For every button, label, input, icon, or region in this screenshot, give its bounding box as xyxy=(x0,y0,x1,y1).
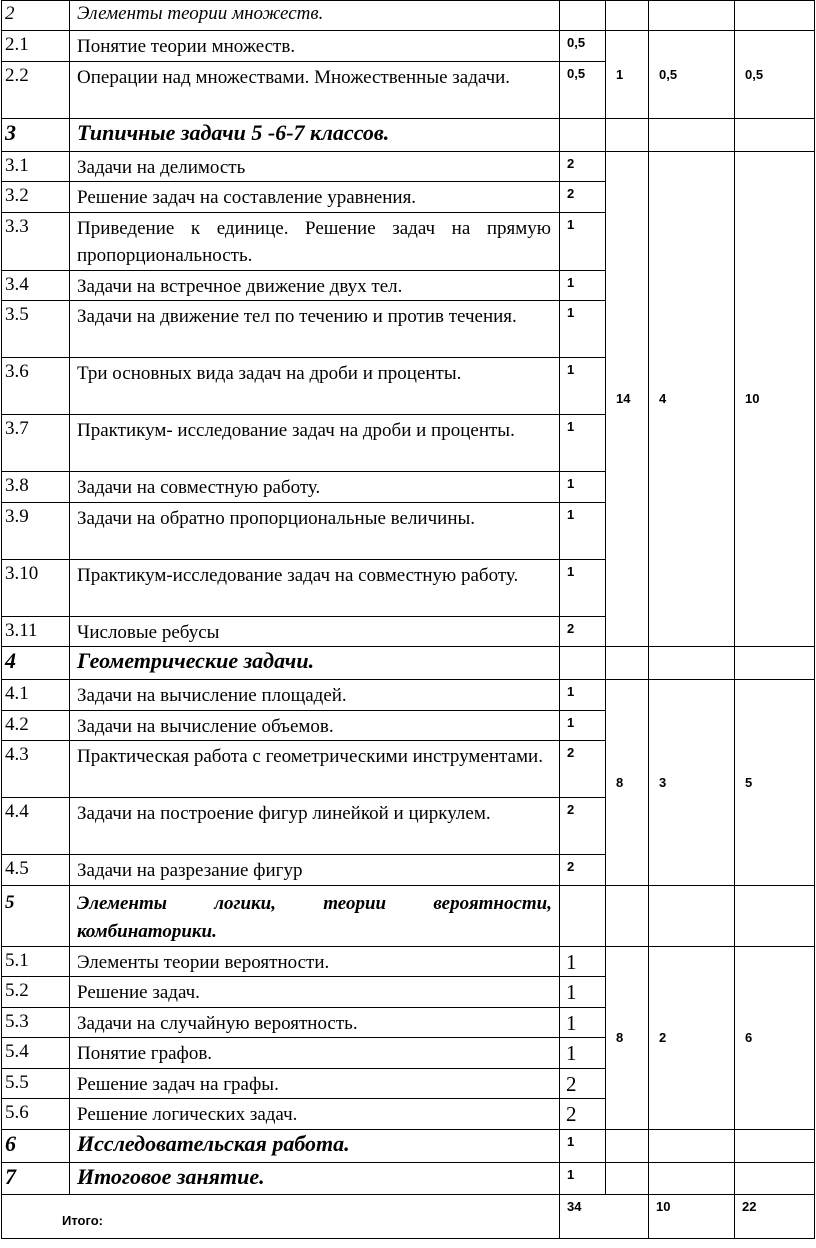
curriculum-document xyxy=(1,0,815,1239)
row-number: 3.8 xyxy=(2,472,70,503)
row-title: Задачи на делимость xyxy=(70,151,560,182)
row-title: Задачи на встречное движение двух тел. xyxy=(70,270,560,301)
section-theory-hours: 0,5 xyxy=(649,31,735,119)
section-hours: 1 xyxy=(560,1129,606,1162)
row-title: Задачи на совместную работу. xyxy=(70,472,560,503)
row-title: Практическая работа с геометрическими инструментами. xyxy=(70,741,560,798)
row-number: 3.9 xyxy=(2,502,70,559)
table-row xyxy=(2,31,815,62)
row-number: 5.1 xyxy=(2,946,70,977)
totals-practice-hours: 22 xyxy=(735,1194,815,1238)
row-number: 5.2 xyxy=(2,977,70,1008)
section-number: 4 xyxy=(2,647,70,680)
empty-cell xyxy=(735,885,815,946)
section-header-row xyxy=(2,1162,815,1194)
section-header-row xyxy=(2,885,815,946)
row-hours: 1 xyxy=(560,415,606,472)
section-practice-hours: 0,5 xyxy=(735,31,815,119)
row-title: Задачи на вычисление площадей. xyxy=(70,680,560,711)
row-hours: 1 xyxy=(560,270,606,301)
section-header-row xyxy=(2,118,815,151)
row-hours: 1 xyxy=(560,502,606,559)
section-practice-hours: 10 xyxy=(735,151,815,647)
row-hours: 1 xyxy=(560,1007,606,1038)
row-number: 4.1 xyxy=(2,680,70,711)
totals-total-hours: 34 xyxy=(560,1194,649,1238)
row-number: 5.6 xyxy=(2,1099,70,1130)
row-number: 3.2 xyxy=(2,182,70,213)
empty-cell xyxy=(649,1,735,31)
row-number: 4.3 xyxy=(2,741,70,798)
empty-cell xyxy=(735,1162,815,1194)
section-header-row xyxy=(2,1129,815,1162)
section-theory-hours: 2 xyxy=(649,946,735,1129)
table-row xyxy=(2,946,815,977)
empty-cell xyxy=(649,647,735,680)
empty-cell xyxy=(735,118,815,151)
totals-theory-hours: 10 xyxy=(649,1194,735,1238)
row-number: 4.4 xyxy=(2,798,70,855)
row-hours: 2 xyxy=(560,182,606,213)
totals-row xyxy=(2,1194,815,1238)
empty-cell xyxy=(606,1129,649,1162)
row-title: Задачи на случайную вероятность. xyxy=(70,1007,560,1038)
row-title: Решение логических задач. xyxy=(70,1099,560,1130)
section-total-hours: 14 xyxy=(606,151,649,647)
empty-cell xyxy=(606,1,649,31)
row-title: Практикум- исследование задач на дроби и проценты. xyxy=(70,415,560,472)
row-hours: 1 xyxy=(560,301,606,358)
row-title: Операции над множествами. Множественные задачи. xyxy=(70,61,560,118)
row-number: 3.7 xyxy=(2,415,70,472)
section-number: 5 xyxy=(2,885,70,946)
section-title: Геометрические задачи. xyxy=(70,647,560,680)
row-hours: 0,5 xyxy=(560,31,606,62)
row-title: Решение задач на графы. xyxy=(70,1068,560,1099)
row-hours: 2 xyxy=(560,798,606,855)
section-header-row xyxy=(2,647,815,680)
row-hours: 1 xyxy=(560,946,606,977)
row-title: Решение задач. xyxy=(70,977,560,1008)
section-number: 7 xyxy=(2,1162,70,1194)
row-number: 3.6 xyxy=(2,358,70,415)
section-hours: 1 xyxy=(560,1162,606,1194)
row-hours: 1 xyxy=(560,1038,606,1069)
row-title: Приведение к единице. Решение задач на прямую пропорциональность. xyxy=(70,212,560,270)
table-row xyxy=(2,680,815,711)
row-hours: 1 xyxy=(560,212,606,270)
row-hours: 2 xyxy=(560,855,606,886)
empty-cell xyxy=(606,1162,649,1194)
section-total-hours: 8 xyxy=(606,946,649,1129)
row-title: Три основных вида задач на дроби и проценты. xyxy=(70,358,560,415)
row-number: 4.2 xyxy=(2,710,70,741)
row-number: 3.10 xyxy=(2,559,70,616)
row-title: Задачи на обратно пропорциональные величины. xyxy=(70,502,560,559)
row-number: 2.1 xyxy=(2,31,70,62)
section-number: 3 xyxy=(2,118,70,151)
row-hours: 1 xyxy=(560,559,606,616)
row-number: 3.5 xyxy=(2,301,70,358)
section-title xyxy=(70,885,560,946)
row-hours: 2 xyxy=(560,741,606,798)
row-title: Задачи на движение тел по течению и против течения. xyxy=(70,301,560,358)
section-number: 2 xyxy=(2,1,70,31)
row-number: 4.5 xyxy=(2,855,70,886)
section-total-hours: 1 xyxy=(606,31,649,119)
empty-cell xyxy=(560,118,606,151)
row-hours: 2 xyxy=(560,1068,606,1099)
empty-cell xyxy=(649,118,735,151)
empty-cell xyxy=(606,647,649,680)
empty-cell xyxy=(560,647,606,680)
section-title: Типичные задачи 5 -6-7 классов. xyxy=(70,118,560,151)
row-title: Числовые ребусы xyxy=(70,616,560,647)
empty-cell xyxy=(649,1162,735,1194)
row-title: Решение задач на составление уравнения. xyxy=(70,182,560,213)
section-header-row xyxy=(2,1,815,31)
row-title: Задачи на разрезание фигур xyxy=(70,855,560,886)
row-title: Практикум-исследование задач на совместную работу. xyxy=(70,559,560,616)
row-title: Задачи на вычисление объемов. xyxy=(70,710,560,741)
row-hours: 0,5 xyxy=(560,61,606,118)
row-hours: 2 xyxy=(560,1099,606,1130)
empty-cell xyxy=(735,1129,815,1162)
section-number: 6 xyxy=(2,1129,70,1162)
row-number: 5.3 xyxy=(2,1007,70,1038)
empty-cell xyxy=(649,885,735,946)
table-row xyxy=(2,151,815,182)
empty-cell xyxy=(606,885,649,946)
row-hours: 2 xyxy=(560,151,606,182)
row-hours: 1 xyxy=(560,358,606,415)
row-number: 3.11 xyxy=(2,616,70,647)
row-title: Задачи на построение фигур линейкой и циркулем. xyxy=(70,798,560,855)
section-title: Итоговое занятие. xyxy=(70,1162,560,1194)
section-total-hours: 8 xyxy=(606,680,649,886)
empty-cell xyxy=(560,1,606,31)
empty-cell xyxy=(735,1,815,31)
row-title: Элементы теории вероятности. xyxy=(70,946,560,977)
section-practice-hours: 6 xyxy=(735,946,815,1129)
section-practice-hours: 5 xyxy=(735,680,815,886)
section-title-line: комбинаторики. xyxy=(77,920,217,942)
row-number: 2.2 xyxy=(2,61,70,118)
row-number: 3.4 xyxy=(2,270,70,301)
totals-label: Итого: xyxy=(2,1194,560,1238)
curriculum-table xyxy=(1,0,815,1239)
section-title: Исследовательская работа. xyxy=(70,1129,560,1162)
empty-cell xyxy=(735,647,815,680)
row-number: 3.3 xyxy=(2,212,70,270)
row-number: 5.4 xyxy=(2,1038,70,1069)
empty-cell xyxy=(649,1129,735,1162)
section-title-line: Элементы логики, теории вероятности, xyxy=(77,892,552,914)
row-hours: 1 xyxy=(560,472,606,503)
row-number: 5.5 xyxy=(2,1068,70,1099)
empty-cell xyxy=(560,885,606,946)
section-theory-hours: 4 xyxy=(649,151,735,647)
row-hours: 2 xyxy=(560,616,606,647)
row-hours: 1 xyxy=(560,710,606,741)
section-theory-hours: 3 xyxy=(649,680,735,886)
row-title: Понятие графов. xyxy=(70,1038,560,1069)
row-hours: 1 xyxy=(560,680,606,711)
row-hours: 1 xyxy=(560,977,606,1008)
empty-cell xyxy=(606,118,649,151)
section-title: Элементы теории множеств. xyxy=(70,1,560,31)
row-number: 3.1 xyxy=(2,151,70,182)
row-title: Понятие теории множеств. xyxy=(70,31,560,62)
